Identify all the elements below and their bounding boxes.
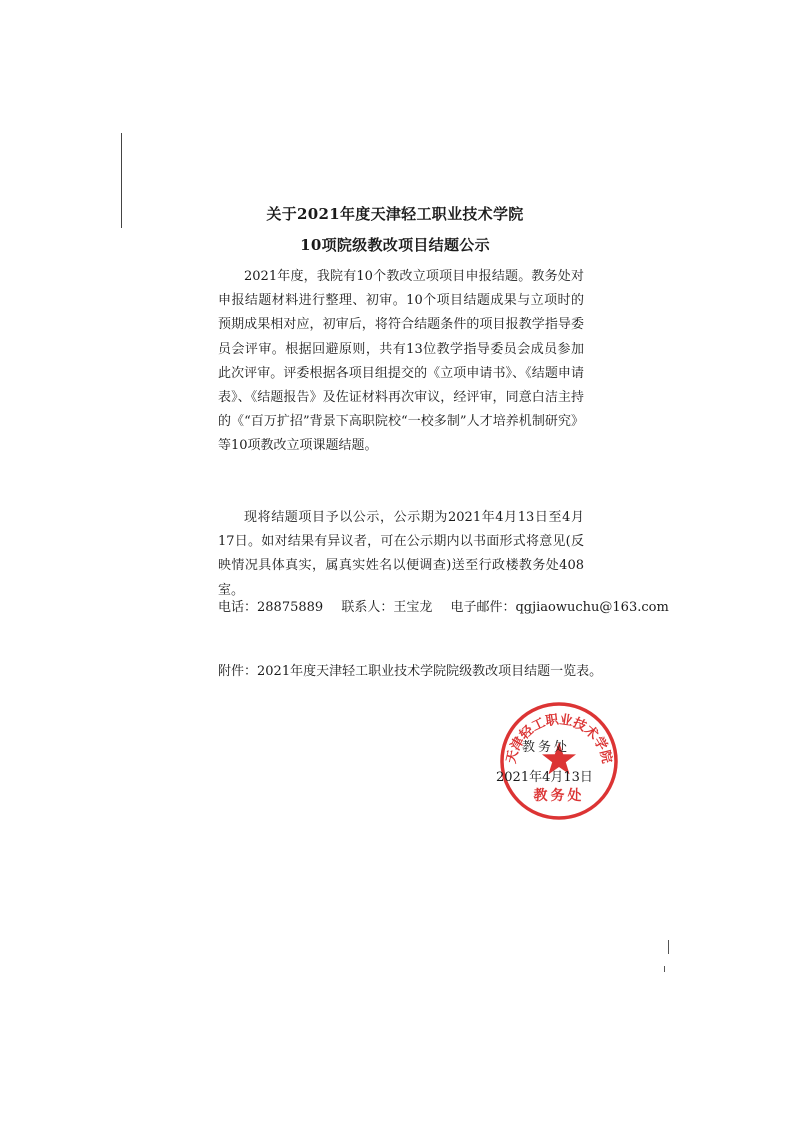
body-paragraph-1: 2021年度，我院有10个教改立项项目申报结题。教务处对申报结题材料进行整理、初审。10个项目结题成果与立项时的预期成果相对应，初审后，将符合结题条件的项目报教学指导委员会评审。根据回避原则，共有13位教学指导委员会成员参加此次评审。评委根据各项目组提交的《立项申请书》、《结题申请表》、《结题报告》及佐证材料再次审议，经评审，同意白洁主持的《“百万扩招”背景下高职院校“一校多制”人才培养机制研究》等10项教改立项课题结题。 — [218, 269, 584, 454]
scan-border-line — [121, 133, 122, 228]
contact-email: 电子邮件：qgjiaowuchu@163.com — [450, 600, 669, 615]
document-title-line1: 关于2021年度天津轻工职业技术学院 — [266, 205, 524, 223]
contact-person: 联系人：王宝龙 — [341, 600, 433, 615]
document-title-line2: 10项院级教改项目结题公示 — [300, 236, 490, 254]
signature-department: 教务处 — [522, 740, 571, 755]
seal-center-text: 教务处 — [533, 788, 585, 804]
seal-ring-text: 天津轻工职业技术学院 — [504, 712, 614, 765]
official-seal — [498, 700, 620, 822]
scan-border-line — [664, 966, 665, 972]
scan-border-line — [668, 940, 669, 954]
attachment-note: 附件：2021年度天津轻工职业技术学院院级教改项目结题一览表。 — [218, 664, 603, 679]
signature-date: 2021年4月13日 — [496, 770, 593, 785]
body-paragraph-2: 现将结题项目予以公示，公示期为2021年4月13日至4月17日。如对结果有异议者，可在公示期内以书面形式将意见(反映情况具体真实，属真实姓名以便调查)送至行政楼教务处408室。 — [218, 510, 584, 598]
contact-phone: 电话：28875889 — [218, 600, 324, 615]
contact-line — [218, 596, 669, 615]
